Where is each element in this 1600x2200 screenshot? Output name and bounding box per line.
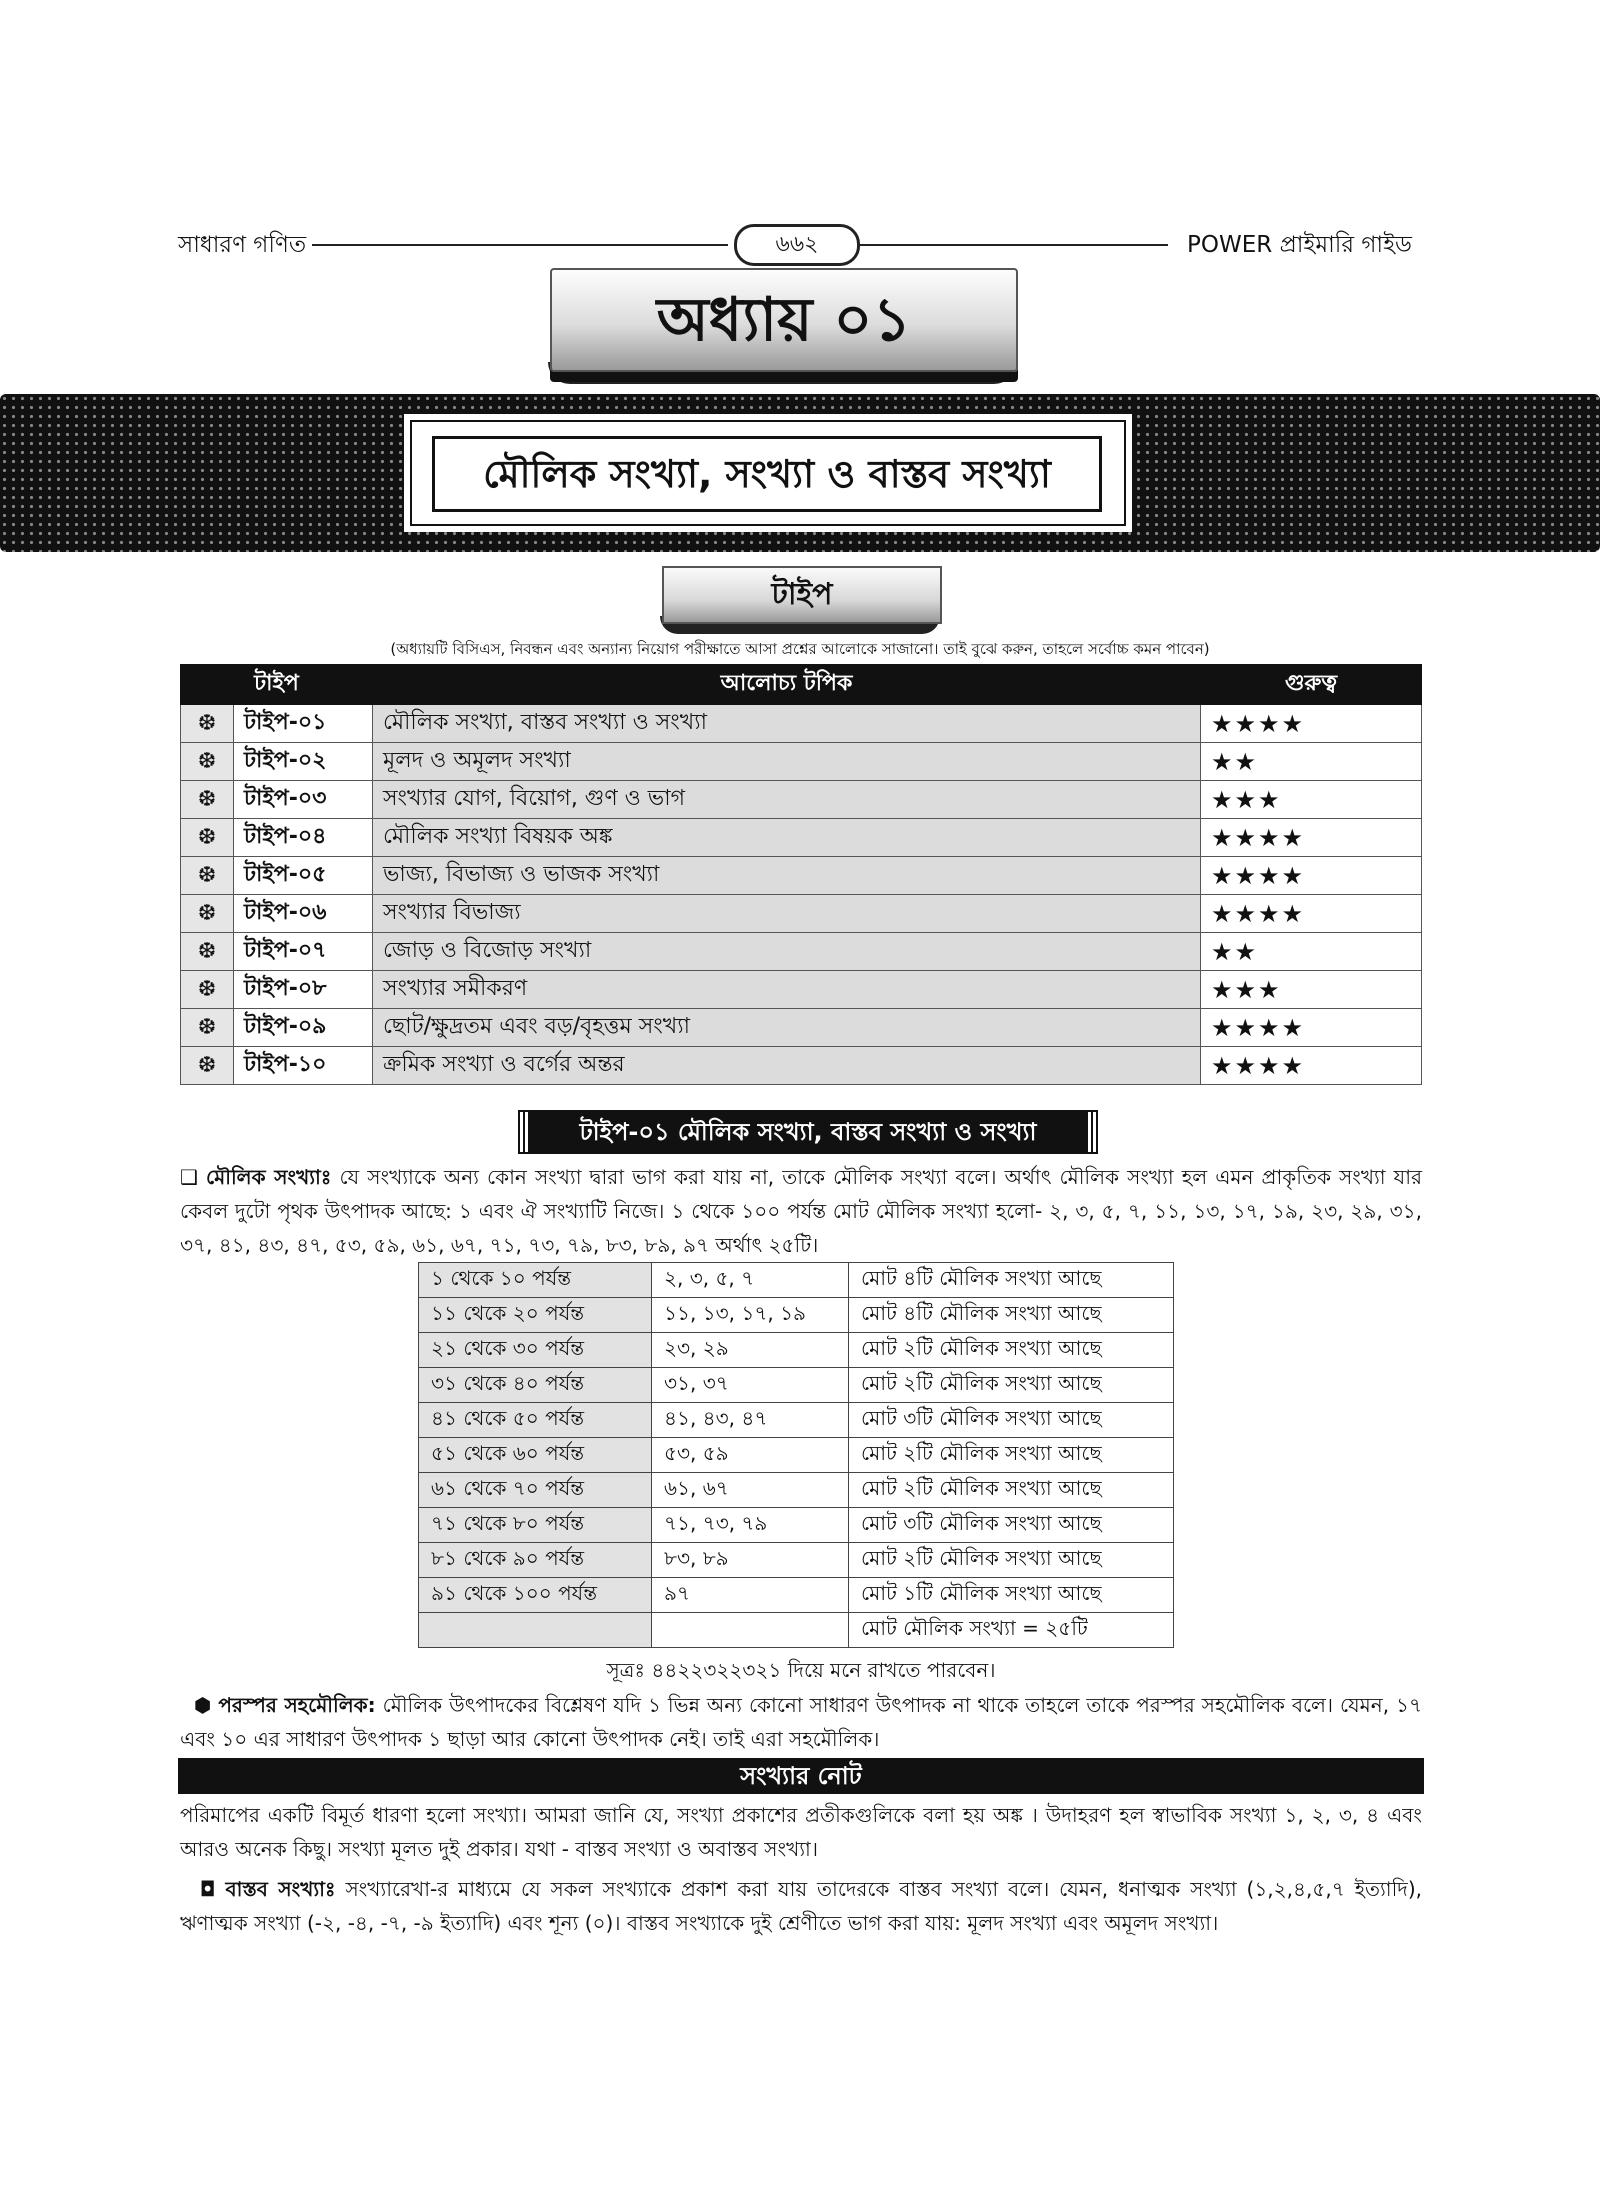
prime-count: মোট ৪টি মৌলিক সংখ্যা আছে [849, 1298, 1174, 1333]
prime-values: ৮৩, ৮৯ [652, 1543, 849, 1578]
header-rule-right [860, 244, 1168, 246]
type-topic: জোড় ও বিজোড় সংখ্যা [373, 933, 1201, 971]
type-id: টাইপ-০৫ [234, 857, 373, 895]
importance-stars: ★★★★ [1201, 1009, 1422, 1047]
snowflake-icon: ❆ [181, 1009, 234, 1047]
prime-row [419, 1263, 1174, 1298]
hexagon-icon: ⬢ [193, 1693, 212, 1717]
running-header-left: সাধারণ গণিত [178, 232, 307, 258]
prime-range [419, 1613, 652, 1648]
type-row [181, 1009, 1422, 1047]
page-number: ৬৬২ [734, 224, 860, 266]
snowflake-icon: ❆ [181, 781, 234, 819]
prime-range: ৭১ থেকে ৮০ পর্যন্ত [419, 1508, 652, 1543]
snowflake-icon: ❆ [181, 705, 234, 743]
prime-count: মোট ২টি মৌলিক সংখ্যা আছে [849, 1473, 1174, 1508]
snowflake-icon: ❆ [181, 933, 234, 971]
importance-stars: ★★ [1201, 933, 1422, 971]
type-row [181, 895, 1422, 933]
type-note: (অধ্যায়টি বিসিএস, নিবন্ধন এবং অন্যান্য নিয়োগ পরীক্ষাতে আসা প্রশ্নের আলোকে সাজানো। তাই বুঝে করুন, তাহলে সর্বোচ্চ কমন পাবেন) [390, 640, 1210, 658]
snowflake-icon: ❆ [181, 819, 234, 857]
header-type: টাইপ [181, 665, 373, 705]
type-table-header [181, 665, 1422, 705]
type-id: টাইপ-০৬ [234, 895, 373, 933]
type-row [181, 743, 1422, 781]
prime-range: ৫১ থেকে ৬০ পর্যন্ত [419, 1438, 652, 1473]
type-topic: মৌলিক সংখ্যা বিষয়ক অঙ্ক [373, 819, 1201, 857]
type-topic: ক্রমিক সংখ্যা ও বর্গের অন্তর [373, 1047, 1201, 1085]
importance-stars: ★★★★ [1201, 895, 1422, 933]
prime-range: ১ থেকে ১০ পর্যন্ত [419, 1263, 652, 1298]
prime-definition [180, 1160, 1422, 1262]
type-id: টাইপ-০৪ [234, 819, 373, 857]
prime-row [419, 1438, 1174, 1473]
type-topic: ভাজ্য, বিভাজ্য ও ভাজক সংখ্যা [373, 857, 1201, 895]
prime-text: যে সংখ্যাকে অন্য কোন সংখ্যা দ্বারা ভাগ করা যায় না, তাকে মৌলিক সংখ্যা বলে। অর্থাৎ মৌলিক সংখ্যা হল এমন প্রাকৃতিক সংখ্যা যার কেবল দুটো পৃথক উৎপাদক আছে: ১ এবং ঐ সংখ্যাটি নিজে। ১ থেকে ১০০ পর্যন্ত মোট মৌলিক সংখ্যা হলো- ২, ৩, ৫, ৭, ১১, ১৩, ১৭, ১৯, ২৩, ২৯, ৩১, ৩৭, ৪১, ৪৩, ৪৭, ৫৩, ৫৯, ৬১, ৬৭, ৭১, ৭৩, ৭৯, ৮৩, ৮৯, ৯৭ অর্থাৎ ২৫টি। [180, 1165, 1422, 1257]
importance-stars: ★★★★ [1201, 819, 1422, 857]
prime-values: ৭১, ৭৩, ৭৯ [652, 1508, 849, 1543]
type-row [181, 933, 1422, 971]
header-rule-left [312, 244, 728, 246]
type-row [181, 971, 1422, 1009]
prime-values: ২, ৩, ৫, ৭ [652, 1263, 849, 1298]
type-badge: টাইপ [662, 566, 942, 624]
prime-values: ৩১, ৩৭ [652, 1368, 849, 1403]
chapter-subtitle: মৌলিক সংখ্যা, সংখ্যা ও বাস্তব সংখ্যা [432, 436, 1102, 512]
prime-table [418, 1262, 1174, 1648]
chapter-title: অধ্যায় ০১ [550, 268, 1018, 372]
type-id: টাইপ-০৮ [234, 971, 373, 1009]
prime-values: ৪১, ৪৩, ৪৭ [652, 1403, 849, 1438]
type-table [180, 664, 1422, 1085]
prime-range: ২১ থেকে ৩০ পর্যন্ত [419, 1333, 652, 1368]
snowflake-icon: ❆ [181, 857, 234, 895]
real-text: সংখ্যারেখা-র মাধ্যমে যে সকল সংখ্যাকে প্রকাশ করা যায় তাদেরকে বাস্তব সংখ্যা বলে। যেমন, ধনাত্মক সংখ্যা (১,২,৪,৫,৭ ইত্যাদি), ঋণাত্মক সংখ্যা (-২, -৪, -৭, -৯ ইত্যাদি) এবং শূন্য (০)। বাস্তব সংখ্যাকে দুই শ্রেণীতে ভাগ করা যায়: মূলদ সংখ্যা এবং অমূলদ সংখ্যা। [180, 1877, 1422, 1935]
type-id: টাইপ-০৭ [234, 933, 373, 971]
type-topic: সংখ্যার বিভাজ্য [373, 895, 1201, 933]
real-definition [180, 1872, 1422, 1940]
prime-row [419, 1473, 1174, 1508]
note-paragraph: পরিমাপের একটি বিমূর্ত ধারণা হলো সংখ্যা। আমরা জানি যে, সংখ্যা প্রকাশের প্রতীকগুলিকে বলা হয় অঙ্ক । উদাহরণ হল স্বাভাবিক সংখ্যা ১, ২, ৩, ৪ এবং আরও অনেক কিছু। সংখ্যা মূলত দুই প্রকার। যথা - বাস্তব সংখ্যা ও অবাস্তব সংখ্যা। [180, 1803, 1422, 1861]
type-topic: মৌলিক সংখ্যা, বাস্তব সংখ্যা ও সংখ্যা [373, 705, 1201, 743]
prime-values: ২৩, ২৯ [652, 1333, 849, 1368]
running-header-right: POWER প্রাইমারি গাইড [1187, 232, 1412, 258]
importance-stars: ★★★★ [1201, 1047, 1422, 1085]
type-id: টাইপ-০১ [234, 705, 373, 743]
prime-count: মোট ২টি মৌলিক সংখ্যা আছে [849, 1543, 1174, 1578]
prime-range: ৪১ থেকে ৫০ পর্যন্ত [419, 1403, 652, 1438]
header-topic: আলোচ্য টপিক [373, 665, 1201, 705]
prime-values: ১১, ১৩, ১৭, ১৯ [652, 1298, 849, 1333]
coprime-text: মৌলিক উৎপাদকের বিশ্লেষণ যদি ১ ভিন্ন অন্য কোনো সাধারণ উৎপাদক না থাকে তাহলে তাকে পরস্পর সহমৌলিক বলে। যেমন, ১৭ এবং ১০ এর সাধারণ উৎপাদক ১ ছাড়া আর কোনো উৎপাদক নেই। তাই এরা সহমৌলিক। [180, 1693, 1422, 1751]
type-row [181, 1047, 1422, 1085]
prime-count: মোট ৩টি মৌলিক সংখ্যা আছে [849, 1403, 1174, 1438]
prime-term: মৌলিক সংখ্যাঃ [206, 1165, 332, 1189]
prime-row [419, 1368, 1174, 1403]
prime-row [419, 1333, 1174, 1368]
snowflake-icon: ❆ [181, 971, 234, 1009]
type-topic: ছোট/ক্ষুদ্রতম এবং বড়/বৃহত্তম সংখ্যা [373, 1009, 1201, 1047]
prime-values [652, 1613, 849, 1648]
type-id: টাইপ-১০ [234, 1047, 373, 1085]
prime-range: ৮১ থেকে ৯০ পর্যন্ত [419, 1543, 652, 1578]
square-bullet-icon: ◘ [199, 1877, 216, 1901]
snowflake-icon: ❆ [181, 743, 234, 781]
importance-stars: ★★★★ [1201, 705, 1422, 743]
prime-count: মোট ২টি মৌলিক সংখ্যা আছে [849, 1333, 1174, 1368]
type-id: টাইপ-০৩ [234, 781, 373, 819]
prime-row [419, 1613, 1174, 1648]
prime-row [419, 1298, 1174, 1333]
snowflake-icon: ❆ [181, 895, 234, 933]
type-row [181, 857, 1422, 895]
prime-count: মোট ১টি মৌলিক সংখ্যা আছে [849, 1578, 1174, 1613]
importance-stars: ★★★ [1201, 781, 1422, 819]
importance-stars: ★★★ [1201, 971, 1422, 1009]
prime-row [419, 1543, 1174, 1578]
prime-values: ৫৩, ৫৯ [652, 1438, 849, 1473]
prime-values: ৯৭ [652, 1578, 849, 1613]
type-topic: সংখ্যার যোগ, বিয়োগ, গুণ ও ভাগ [373, 781, 1201, 819]
coprime-definition [180, 1688, 1422, 1756]
prime-range: ৩১ থেকে ৪০ পর্যন্ত [419, 1368, 652, 1403]
header-importance: গুরুত্ব [1201, 665, 1422, 705]
prime-row [419, 1508, 1174, 1543]
prime-count: মোট ২টি মৌলিক সংখ্যা আছে [849, 1368, 1174, 1403]
type-topic: মূলদ ও অমূলদ সংখ্যা [373, 743, 1201, 781]
snowflake-icon: ❆ [181, 1047, 234, 1085]
type-row [181, 781, 1422, 819]
prime-range: ১১ থেকে ২০ পর্যন্ত [419, 1298, 652, 1333]
prime-count: মোট ২টি মৌলিক সংখ্যা আছে [849, 1438, 1174, 1473]
type-row [181, 819, 1422, 857]
type-id: টাইপ-০৯ [234, 1009, 373, 1047]
type-topic: সংখ্যার সমীকরণ [373, 971, 1201, 1009]
section-banner: টাইপ-০১ মৌলিক সংখ্যা, বাস্তব সংখ্যা ও সংখ্যা [520, 1112, 1096, 1152]
prime-count: মোট মৌলিক সংখ্যা = ২৫টি [849, 1613, 1174, 1648]
note-title-bar: সংখ্যার নোট [178, 1758, 1424, 1794]
prime-row [419, 1403, 1174, 1438]
prime-values: ৬১, ৬৭ [652, 1473, 849, 1508]
prime-range: ৯১ থেকে ১০০ পর্যন্ত [419, 1578, 652, 1613]
coprime-term: পরস্পর সহমৌলিক: [218, 1693, 376, 1717]
real-term: বাস্তব সংখ্যাঃ [225, 1877, 336, 1901]
formula-note: সূত্রঃ ৪৪২২৩২২৩২১ দিয়ে মনে রাখতে পারবেন। [606, 1658, 996, 1682]
prime-count: মোট ৩টি মৌলিক সংখ্যা আছে [849, 1508, 1174, 1543]
prime-row [419, 1578, 1174, 1613]
type-row [181, 705, 1422, 743]
prime-count: মোট ৪টি মৌলিক সংখ্যা আছে [849, 1263, 1174, 1298]
type-id: টাইপ-০২ [234, 743, 373, 781]
prime-range: ৬১ থেকে ৭০ পর্যন্ত [419, 1473, 652, 1508]
importance-stars: ★★★★ [1201, 857, 1422, 895]
importance-stars: ★★ [1201, 743, 1422, 781]
checkbox-icon: ❑ [180, 1165, 198, 1189]
